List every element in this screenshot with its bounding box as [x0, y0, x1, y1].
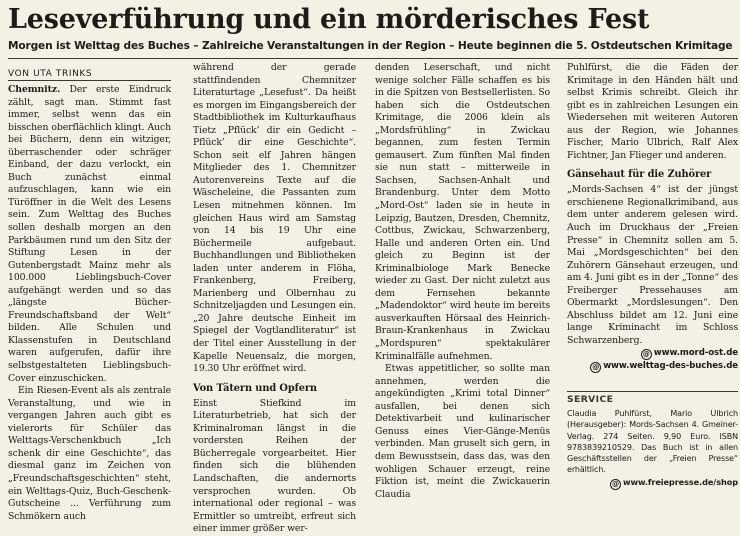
subheading: Von Tätern und Opfern	[193, 382, 317, 394]
subheading: Gänsehaut für die Zuhörer	[567, 169, 712, 181]
article-column-2	[193, 62, 356, 536]
weblink-text: www.welttag-des-buches.de	[603, 361, 738, 372]
service-text: Claudia Puhlfürst, Mario Ulbrich (Herausgeber): Mords-Sachsen 4. Gmeiner-Verlag. 274 Seiten. 9,90 Euro. ISBN 9783839210529. Das Buch ist in allen Geschäftsstellen der „Freien Presse“ erhältlich.	[567, 409, 738, 475]
article-column-4	[567, 62, 738, 373]
dateline-city: Chemnitz.	[8, 84, 61, 95]
byline-rule	[8, 80, 171, 81]
at-icon: @	[610, 479, 621, 490]
lead-text: Der erste Eindruck zählt, sagt man. Stimmt fast immer, selbst wenn das ein bisschen oberflächlich klingt. Auch bei Büchern, denn ein witziger, überraschender oder schräger Einband, der dazu verlockt, ein Buch zunächst einmal aufzuschlagen, kann wie ein Türöffner in die Welt des Lesens sein. Zum Welttag des Buches sollen deshalb morgen an den Parkbäumen rund um den Sitz der Stiftung Lesen in der Gutenbergstadt Mainz mehr als 100.000 Lieblingsbuch-Cover aufgehängt werden und so das „längste Bücher-Freundschaftsband der Welt“ bilden. Alle Schulen und Klassenstufen in Deutschland waren aufgerufen, dafür ihre selbstgestalteten Lieblingsbuch-Cover einzuschicken.	[8, 84, 171, 384]
weblink-mord-ost[interactable]	[567, 347, 738, 360]
service-box	[567, 408, 738, 490]
article-column-3	[375, 62, 550, 501]
weblink-shop[interactable]	[567, 476, 738, 490]
paragraph: Puhlfürst, die die Fäden der Krimitage in den Händen hält und selbst Krimis schreibt. Gleich ihr gibt es in zahlreichen Lesungen ein Wiedersehen mit weiteren Autoren aus der Region, wie Johannes Fischer, Mario Ulbrich, Ralf Alex Fichtner, Jan Flieger und anderen.	[567, 62, 738, 161]
at-icon: @	[590, 362, 601, 373]
article-headline: Leseverführung und ein mörderisches Fest	[8, 4, 650, 35]
paragraph: Etwas appetitlicher, so sollte man annehmen, werden die angekündigten „Krimi total Dinner“ ausfallen, bei denen sich Detektivarbeit und kulinarischer Genuss eines Vier-Gänge-Menüs verbinden. Man gruselt sich gern, in dem Bewusstsein, dass das, was den wohligen Schauer erzeugt, reine Fiktion ist, meint die Zwickauerin Claudia	[375, 363, 550, 500]
paragraph: Ein Riesen-Event als als zentrale Veranstaltung, und wie in vergangen Jahren auch gibt es vielerorts für Schüler das Welttags-Verschenkbuch „Ich schenk dir eine Geschichte“, das diesmal ganz im Zeichen von „Freundschaftsgeschichten“ steht, ein Welttags-Quiz, Buch-Geschenk-Gutscheine ... Verführung zum Schmökern auch	[8, 385, 171, 522]
weblink-text: www.freiepresse.de/shop	[623, 476, 738, 487]
byline: VON UTA TRINKS	[8, 69, 93, 79]
paragraph: Einst Stiefkind im Literaturbetrieb, hat sich der Kriminalroman längst in die vordersten Reihen der Bücherregale vorgearbeitet. Hier finden sich die blühenden Landschaften, die andernorts versprochen wurden. Ob international oder regional – was Ermittler so umtreibt, erfreut sich einer immer größer wer-	[193, 397, 356, 535]
paragraph: denden Leserschaft, und nicht wenige solcher Fälle schaffen es bis in die Spitzen von Bestsellerlisten. So haben sich die Ostdeutschen Krimitage, die 2006 klein als „Mordsfrühling“ in Zwickau begannen, zum festen Termin gemausert. Zum fünften Mal finden sie nun statt – mitterweile in Sachsen, Sachsen-Anhalt und Brandenburg. Unter dem Motto „Mord-Ost“ laden sie in heute in Leipzig, Bautzen, Dresden, Chemnitz, Cottbus, Zwickau, Schwarzenberg, Halle und anderen Orten ein. Und gleich zu Beginn ist der Kriminalbiologe Mark Benecke wieder zu Gast. Der nicht zuletzt aus dem Fernsehen bekannte „Madendoktor“ wird heute im bereits ausverkauften Hörsaal des Heinrich-Braun-Krankenhaus in Zwickau „Mordspuren“ spektakulärer Kriminalfälle aufnehmen.	[375, 62, 550, 362]
weblink-text: www.mord-ost.de	[653, 348, 738, 359]
service-heading: SERVICE	[567, 394, 614, 405]
service-rule	[567, 391, 738, 392]
paragraph: während der gerade stattfindenden Chemnitzer Literaturtage „Lesefust“. Da heißt es morgen im Eingangsbereich der Stadtbibliothek im Kulturkaufhaus Tietz „Pflück’ dir ein Gedicht – Pflück’ dir eine Geschichte“. Schon seit elf Jahren hängen Mitglieder des 1. Chemnitzer Autorenvereins Texte auf die Wäscheleine, die Passanten zum Lesen mitnehmen können. Im gleichen Haus wird am Samstag von 14 bis 19 Uhr eine Büchermeile aufgebaut. Buchhandlungen und Bibliotheken laden unter anderem in Flöha, Frankenberg, Freiberg, Marienberg und Olbernhau zu Schnitzeljagden und Lesungen ein. „20 Jahre deutsche Einheit im Spiegel der Vogtlandliteratur“ ist der Titel einer Ausstellung in der Kapelle Neuensalz, die morgen, 19.30 Uhr eröffnet wird.	[193, 62, 356, 375]
weblink-welttag[interactable]	[567, 360, 738, 373]
article-subline: Morgen ist Welttag des Buches – Zahlreiche Veranstaltungen in der Region – Heute beginnen die 5. Ostdeutschen Krimitage	[8, 40, 733, 52]
header-rule	[8, 58, 738, 59]
paragraph: „Mords-Sachsen 4“ ist der jüngst erschienene Regionalkrimiband, aus dem unter anderem gelesen wird. Auch im Druckhaus der „Freien Presse“ in Chemnitz sollen am 5. Mai „Mordsgeschichten“ bei den Zuhörern Gänsehaut erzeugen, und am 4. Juni gibt es in der „Tonne“ des Freiberger Pressehauses am Obermarkt „Mordslesungen“. Den Abschluss bildet am 12. Juni eine lange Kriminacht im Schloss Schwarzenberg.	[567, 184, 738, 346]
article-column-1	[8, 84, 171, 523]
lead-paragraph	[8, 84, 171, 385]
at-icon: @	[641, 349, 652, 360]
